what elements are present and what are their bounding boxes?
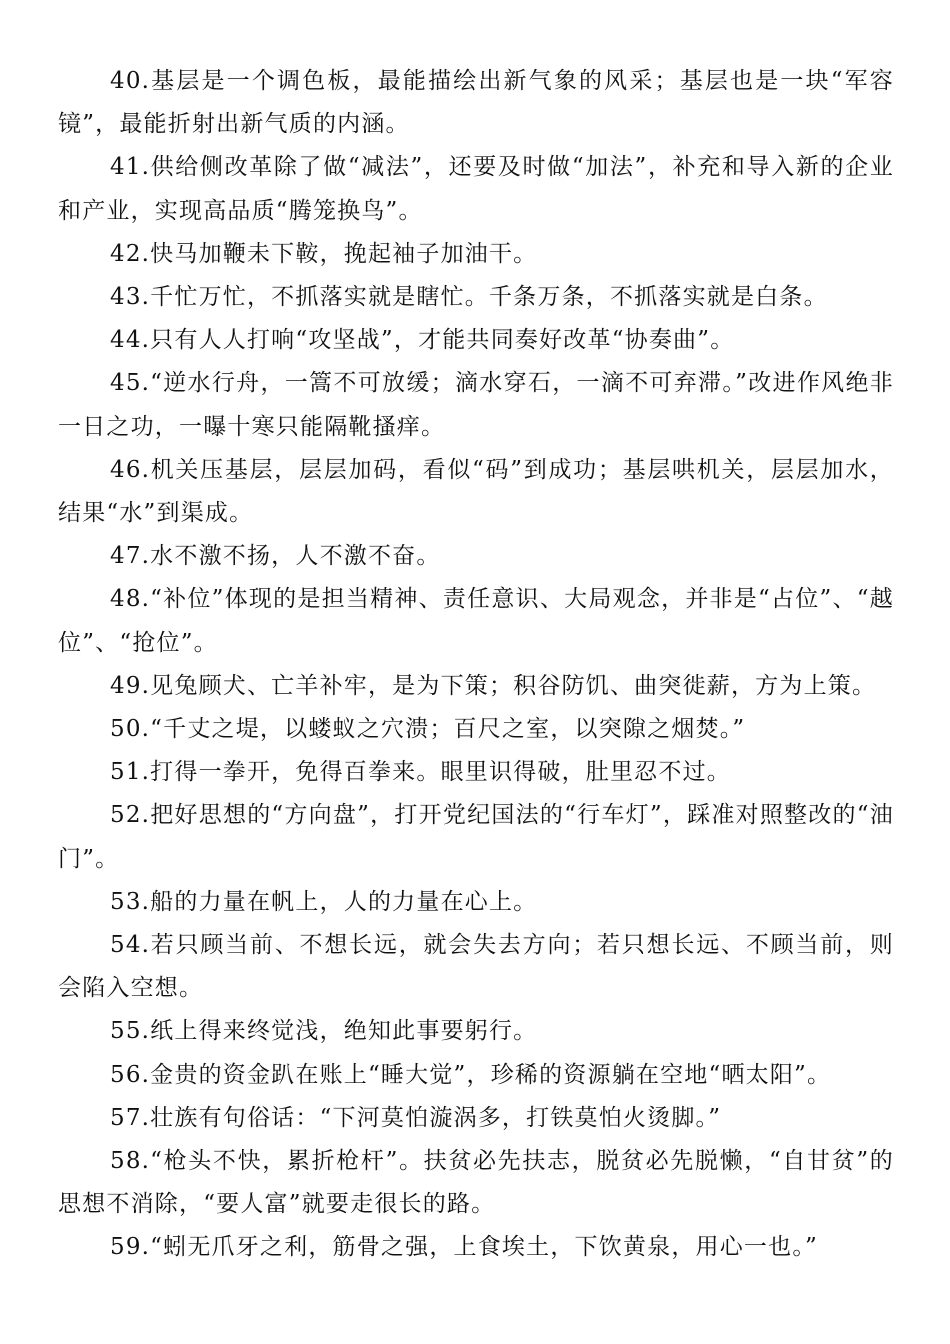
paragraph-56: 56.金贵的资金趴在账上“睡大觉”，珍稀的资源躺在空地“晒太阳”。: [110, 1061, 832, 1088]
paragraph-51: 51.打得一拳开，免得百拳来。眼里识得破，肚里忍不过。: [110, 759, 731, 786]
paragraph-52: 52.把好思想的“方向盘”，打开党纪国法的“行车灯”，踩准对照整改的“油门”。: [58, 802, 894, 872]
paragraph-57: 57.壮族有句俗话：“下河莫怕漩涡多，打铁莫怕火烫脚。”: [110, 1104, 722, 1131]
paragraph-46: 46.机关压基层，层层加码，看似“码”到成功；基层哄机关，层层加水，结果“水”到渠成。: [58, 456, 894, 527]
document-page: [58, 60, 894, 1270]
paragraph-42: 42.快马加鞭未下鞍，挽起袖子加油干。: [110, 240, 538, 267]
paragraph-50: 50.“千丈之堤，以蝼蚁之穴溃；百尺之室，以突隙之烟焚。”: [110, 716, 746, 743]
paragraph-45: 45.“逆水行舟，一篙不可放缓；滴水穿石，一滴不可弃滞。”改进作风绝非一日之功，一曝十寒只能隔靴搔痒。: [58, 370, 894, 440]
paragraph-49: 49.见兔顾犬、亡羊补牢，是为下策；积谷防饥、曲突徙薪，方为上策。: [110, 672, 877, 699]
paragraph-53: 53.船的力量在帆上，人的力量在心上。: [110, 888, 538, 915]
paragraph-43: 43.千忙万忙，不抓落实就是瞎忙。千条万条，不抓落实就是白条。: [110, 284, 828, 311]
paragraph-48: 48.“补位”体现的是担当精神、责任意识、大局观念，并非是“占位”、“越位”、“抢位”。: [58, 586, 894, 656]
paragraph-41: 41.供给侧改革除了做“减法”，还要及时做“加法”，补充和导入新的企业和产业，实现高品质“腾笼换鸟”。: [58, 154, 894, 224]
paragraph-40: 40.基层是一个调色板，最能描绘出新气象的风采；基层也是一块“军容镜”，最能折射出新气质的内涵。: [58, 68, 894, 138]
paragraph-55: 55.纸上得来终觉浅，绝知此事要躬行。: [110, 1018, 538, 1045]
paragraph-58: 58.“枪头不快，累折枪杆”。扶贫必先扶志，脱贫必先脱懒，“自甘贫”的思想不消除，“要人富”就要走很长的路。: [58, 1148, 894, 1218]
paragraph-47: 47.水不激不扬，人不激不奋。: [110, 543, 441, 570]
paragraph-59: 59.“蚓无爪牙之利，筋骨之强，上食埃土，下饮黄泉，用心一也。”: [110, 1234, 818, 1261]
paragraph-44: 44.只有人人打响“攻坚战”，才能共同奏好改革“协奏曲”。: [110, 327, 735, 354]
paragraph-54: 54.若只顾当前、不想长远，就会失去方向；若只想长远、不顾当前，则会陷入空想。: [58, 932, 894, 1002]
